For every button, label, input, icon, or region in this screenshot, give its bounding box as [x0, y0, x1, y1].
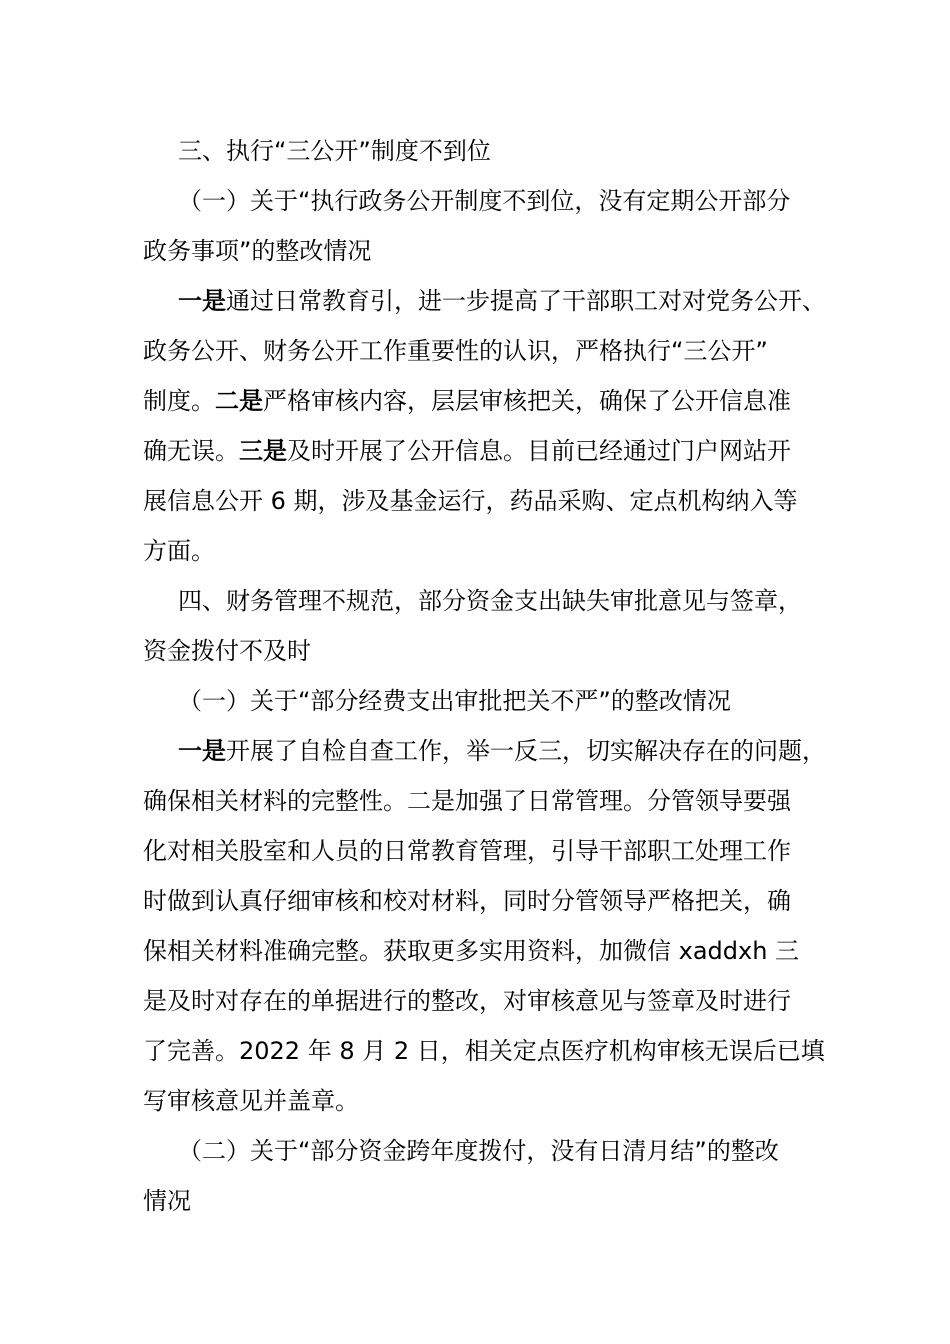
paragraph-4-1-line-4: 时做到认真仔细审核和校对材料，同时分管领导严格把关，确: [143, 887, 791, 915]
paragraph-4-1-line-8: 写审核意见并盖章。: [143, 1087, 359, 1115]
paragraph-3-1-line-1: 一是通过日常教育引，进一步提高了干部职工对对党务公开、: [178, 287, 826, 315]
paragraph-3-1-line-6: 方面。: [143, 537, 215, 565]
paragraph-4-1-line-7: 了完善。2022 年 8 月 2 日，相关定点医疗机构审核无误后已填: [143, 1037, 825, 1065]
subsection-4-2-heading-line-1: （二）关于“部分资金跨年度拨付，没有日清月结”的整改: [178, 1137, 779, 1165]
subsection-4-2-heading-line-2: 情况: [143, 1187, 191, 1215]
section-4-heading-line-1: 四、财务管理不规范，部分资金支出缺失审批意见与签章，: [178, 587, 802, 615]
paragraph-4-1-line-3: 化对相关股室和人员的日常教育管理，引导干部职工处理工作: [143, 837, 791, 865]
paragraph-4-1-line-1: 一是开展了自检自查工作，举一反三，切实解决存在的问题，: [178, 737, 826, 765]
bold-marker-one: 一是: [178, 287, 226, 315]
bold-marker-three: 三是: [239, 437, 287, 465]
section-4-heading-line-2: 资金拨付不及时: [143, 637, 311, 665]
paragraph-3-1-line-2: 政务公开、财务公开工作重要性的认识，严格执行“三公开”: [143, 337, 768, 365]
subsection-4-1-heading: （一）关于“部分经费支出审批把关不严”的整改情况: [178, 687, 731, 715]
paragraph-4-1-line-6: 是及时对存在的单据进行的整改，对审核意见与签章及时进行: [143, 987, 791, 1015]
subsection-3-1-heading-line-1: （一）关于“执行政务公开制度不到位，没有定期公开部分: [178, 187, 791, 215]
paragraph-3-1-line-4: 确无误。三是及时开展了公开信息。目前已经通过门户网站开: [143, 437, 791, 465]
section-3-heading: 三、执行“三公开”制度不到位: [178, 137, 491, 165]
bold-marker-two: 二是: [215, 387, 263, 415]
paragraph-4-1-line-5: 保相关材料准确完整。获取更多实用资料，加微信 xaddxh 三: [143, 937, 800, 965]
bold-marker-one: 一是: [178, 737, 226, 765]
subsection-3-1-heading-line-2: 政务事项”的整改情况: [143, 237, 372, 265]
paragraph-4-1-line-2: 确保相关材料的完整性。二是加强了日常管理。分管领导要强: [143, 787, 791, 815]
paragraph-3-1-line-3: 制度。二是严格审核内容，层层审核把关，确保了公开信息准: [143, 387, 791, 415]
paragraph-3-1-line-5: 展信息公开 6 期，涉及基金运行，药品采购、定点机构纳入等: [143, 487, 798, 515]
